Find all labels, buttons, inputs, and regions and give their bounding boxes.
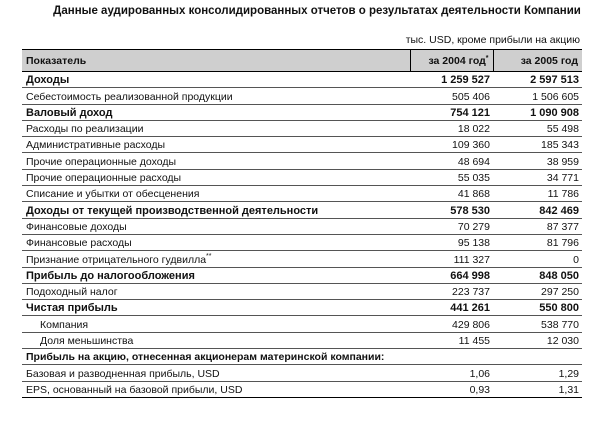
row-label: Подоходный налог xyxy=(22,283,410,299)
value-2005: 38 959 xyxy=(493,153,582,169)
table-header-row xyxy=(22,50,582,72)
row-label: Доходы xyxy=(22,72,410,88)
income-statement-table xyxy=(22,49,582,398)
row-label: Компания xyxy=(22,316,410,332)
value-2005: 550 800 xyxy=(493,300,582,316)
value-2004: 41 868 xyxy=(410,186,493,202)
row-label: Прибыль до налогообложения xyxy=(22,267,410,283)
table-row xyxy=(22,186,582,202)
units-note: тыс. USD, кроме прибыли на акцию xyxy=(405,34,580,46)
row-label: Прибыль на акцию, отнесенная акционерам материнской компании: xyxy=(22,349,410,365)
value-2004: 55 035 xyxy=(410,169,493,185)
table-row xyxy=(22,88,582,104)
value-2005: 34 771 xyxy=(493,169,582,185)
header-2004: за 2004 год* xyxy=(410,50,493,72)
value-2004: 18 022 xyxy=(410,120,493,136)
table-row xyxy=(22,120,582,136)
value-2004: 223 737 xyxy=(410,283,493,299)
value-2005: 11 786 xyxy=(493,186,582,202)
table-row xyxy=(22,72,582,88)
table-row xyxy=(22,332,582,348)
value-2004: 0,93 xyxy=(410,381,493,397)
table-row xyxy=(22,283,582,299)
value-2005: 0 xyxy=(493,251,582,267)
value-2004 xyxy=(410,349,493,365)
row-label: Валовый доход xyxy=(22,104,410,120)
value-2004: 505 406 xyxy=(410,88,493,104)
value-2005: 185 343 xyxy=(493,137,582,153)
table-row xyxy=(22,153,582,169)
value-2005: 87 377 xyxy=(493,218,582,234)
row-label: Чистая прибыль xyxy=(22,300,410,316)
row-label: Прочие операционные доходы xyxy=(22,153,410,169)
header-indicator: Показатель xyxy=(22,50,410,72)
row-label: Доходы от текущей производственной деятельности xyxy=(22,202,410,218)
value-2005: 297 250 xyxy=(493,283,582,299)
value-2004: 578 530 xyxy=(410,202,493,218)
value-2005: 842 469 xyxy=(493,202,582,218)
table-row xyxy=(22,137,582,153)
row-label: Признание отрицательного гудвилла** xyxy=(22,251,410,267)
value-2004: 48 694 xyxy=(410,153,493,169)
value-2005: 81 796 xyxy=(493,234,582,250)
value-2005 xyxy=(493,349,582,365)
value-2004: 1 259 527 xyxy=(410,72,493,88)
value-2004: 664 998 xyxy=(410,267,493,283)
header-2005: за 2005 год xyxy=(493,50,582,72)
value-2004: 95 138 xyxy=(410,234,493,250)
table-row xyxy=(22,300,582,316)
value-2004: 429 806 xyxy=(410,316,493,332)
table-row xyxy=(22,234,582,250)
value-2005: 1 090 908 xyxy=(493,104,582,120)
table-row xyxy=(22,316,582,332)
value-2004: 111 327 xyxy=(410,251,493,267)
value-2004: 1,06 xyxy=(410,365,493,381)
table-row xyxy=(22,202,582,218)
row-label: Финансовые доходы xyxy=(22,218,410,234)
value-2005: 12 030 xyxy=(493,332,582,348)
row-label: EPS, основанный на базовой прибыли, USD xyxy=(22,381,410,397)
table-row xyxy=(22,104,582,120)
table-row xyxy=(22,251,582,267)
value-2005: 2 597 513 xyxy=(493,72,582,88)
value-2004: 70 279 xyxy=(410,218,493,234)
row-label: Базовая и разводненная прибыль, USD xyxy=(22,365,410,381)
row-label: Себестоимость реализованной продукции xyxy=(22,88,410,104)
value-2005: 55 498 xyxy=(493,120,582,136)
value-2004: 441 261 xyxy=(410,300,493,316)
table-row xyxy=(22,267,582,283)
value-2005: 1,29 xyxy=(493,365,582,381)
table-row xyxy=(22,218,582,234)
value-2005: 1,31 xyxy=(493,381,582,397)
value-2004: 11 455 xyxy=(410,332,493,348)
table-row xyxy=(22,349,582,365)
row-label: Списание и убытки от обесценения xyxy=(22,186,410,202)
report-title: Данные аудированных консолидированных отчетов о результатах деятельности Компании xyxy=(53,5,581,17)
table-row xyxy=(22,381,582,397)
value-2004: 109 360 xyxy=(410,137,493,153)
row-label: Финансовые расходы xyxy=(22,234,410,250)
row-label: Административные расходы xyxy=(22,137,410,153)
table-row xyxy=(22,365,582,381)
report-page xyxy=(22,4,582,398)
row-label: Расходы по реализации xyxy=(22,120,410,136)
value-2005: 848 050 xyxy=(493,267,582,283)
value-2005: 538 770 xyxy=(493,316,582,332)
row-label: Прочие операционные расходы xyxy=(22,169,410,185)
row-label: Доля меньшинства xyxy=(22,332,410,348)
table-row xyxy=(22,169,582,185)
value-2004: 754 121 xyxy=(410,104,493,120)
value-2005: 1 506 605 xyxy=(493,88,582,104)
